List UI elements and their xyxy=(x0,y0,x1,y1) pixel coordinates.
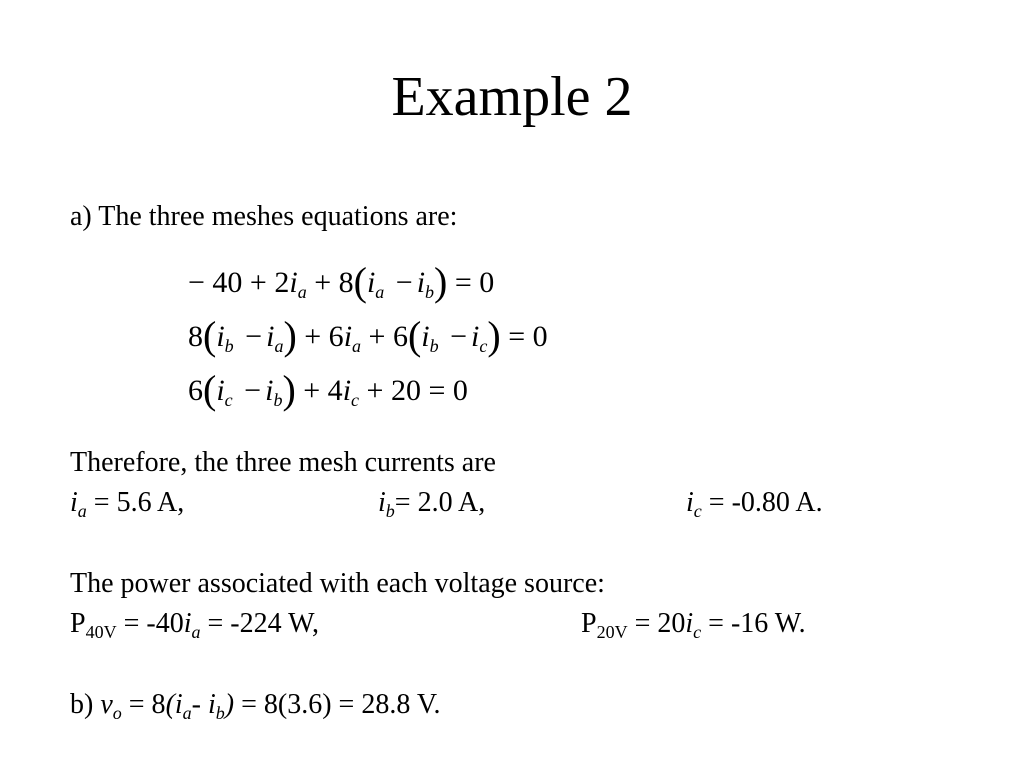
eq3-minus: − xyxy=(244,374,262,407)
power-40v xyxy=(70,607,319,641)
eq2-sub-b: b xyxy=(224,336,234,356)
eq2-var-ia: i xyxy=(266,320,275,353)
p40-label: P xyxy=(70,608,86,639)
mesh-currents-line xyxy=(70,486,950,520)
part-b-close: ) xyxy=(224,689,235,720)
eq1-term4: = 0 xyxy=(454,266,495,299)
vo-var: v xyxy=(100,689,113,720)
eq2-rparen2: ) xyxy=(487,313,501,358)
p20-var: i xyxy=(685,608,694,639)
power-line xyxy=(70,607,950,641)
eq3-var-ic: i xyxy=(216,374,225,407)
eq2-term4: + 6 xyxy=(368,320,408,353)
part-a-intro: a) The three meshes equations are: xyxy=(70,201,458,232)
p40-var-sub: a xyxy=(191,622,201,642)
eq2-term1: 8 xyxy=(188,320,203,353)
eq2-term6: = 0 xyxy=(508,320,548,353)
eq2-minus1: − xyxy=(245,320,263,353)
part-b-prefix: b) xyxy=(70,689,101,720)
eq1-var-ia: i xyxy=(289,266,298,299)
eq1-var-ib: i xyxy=(416,266,426,299)
part-b-rest: = 8(3.6) = 28.8 V. xyxy=(234,689,441,720)
eq1-rparen: ) xyxy=(434,259,448,304)
eq3-term1: 6 xyxy=(188,374,203,407)
p20-var-sub: c xyxy=(693,622,702,642)
eq1-sub-a2: a xyxy=(375,282,385,302)
part-b-minus: - xyxy=(191,689,208,720)
part-b-eq1: = 8 xyxy=(121,689,166,720)
eq2-var-ib: i xyxy=(216,320,225,353)
eq1-term1: − 40 + 2 xyxy=(188,266,290,299)
eq1-term2: + 8 xyxy=(314,266,354,299)
power-intro: The power associated with each voltage source: xyxy=(70,568,605,599)
part-b-line xyxy=(70,688,440,722)
eq2-term3: + 6 xyxy=(304,320,344,353)
part-b-open: ( xyxy=(165,689,175,720)
current-ia xyxy=(70,486,184,520)
p40-var: i xyxy=(183,608,192,639)
ib-value: = 2.0 A, xyxy=(394,487,486,518)
ic-sub: c xyxy=(693,501,702,521)
p20-label: P xyxy=(581,608,597,639)
eq1-sub-a: a xyxy=(297,282,307,302)
eq3-var-ic2: i xyxy=(342,374,352,407)
part-b-ib-sub: b xyxy=(215,703,225,723)
eq1-minus: − xyxy=(395,266,413,299)
eq2-rparen1: ) xyxy=(283,313,297,358)
p40-value: = -224 W, xyxy=(200,608,319,639)
mesh-equation-2 xyxy=(188,313,548,358)
eq3-sub-c2: c xyxy=(351,390,360,410)
eq3-term4: + 20 = 0 xyxy=(366,374,468,407)
eq2-var-ia2: i xyxy=(343,320,353,353)
ia-var: i xyxy=(70,487,78,518)
eq2-minus2: − xyxy=(450,320,468,353)
vo-sub: o xyxy=(112,703,122,723)
eq2-sub-a: a xyxy=(274,336,284,356)
eq2-lparen2: ( xyxy=(407,313,422,358)
ia-sub: a xyxy=(77,501,87,521)
ib-var: i xyxy=(378,487,386,518)
eq1-sub-b: b xyxy=(425,282,435,302)
current-ib xyxy=(378,486,485,520)
eq3-rparen: ) xyxy=(282,367,296,412)
eq2-lparen1: ( xyxy=(203,313,217,358)
eq3-var-ib: i xyxy=(265,374,274,407)
power-20v xyxy=(581,607,806,641)
part-b-ia-sub: a xyxy=(182,703,192,723)
p40-sub: 40V xyxy=(85,622,117,642)
part-b-ib: i xyxy=(208,689,216,720)
ic-var: i xyxy=(686,487,694,518)
eq2-var-ic: i xyxy=(471,320,480,353)
mesh-equation-3 xyxy=(188,367,468,412)
ib-sub: b xyxy=(385,501,395,521)
p20-value: = -16 W. xyxy=(701,608,806,639)
eq1-var-ia2: i xyxy=(366,266,376,299)
slide-title: Example 2 xyxy=(391,66,633,128)
current-ic xyxy=(686,486,823,520)
p20-sub: 20V xyxy=(596,622,628,642)
eq3-term3: + 4 xyxy=(303,374,343,407)
eq2-var-ib2: i xyxy=(421,320,430,353)
currents-intro: Therefore, the three mesh currents are xyxy=(70,447,496,478)
eq1-lparen: ( xyxy=(353,259,367,304)
mesh-equation-1 xyxy=(188,259,495,304)
eq3-lparen: ( xyxy=(203,367,217,412)
eq2-sub-c: c xyxy=(479,336,488,356)
p20-mid: = 20 xyxy=(627,608,686,639)
ia-value: = 5.6 A, xyxy=(86,487,185,518)
eq2-sub-a2: a xyxy=(352,336,362,356)
eq3-sub-c: c xyxy=(224,390,233,410)
part-b-ia: i xyxy=(174,689,183,720)
eq3-sub-b: b xyxy=(273,390,283,410)
eq2-sub-b2: b xyxy=(429,336,439,356)
ic-value: = -0.80 A. xyxy=(701,487,823,518)
p40-mid: = -40 xyxy=(116,608,184,639)
